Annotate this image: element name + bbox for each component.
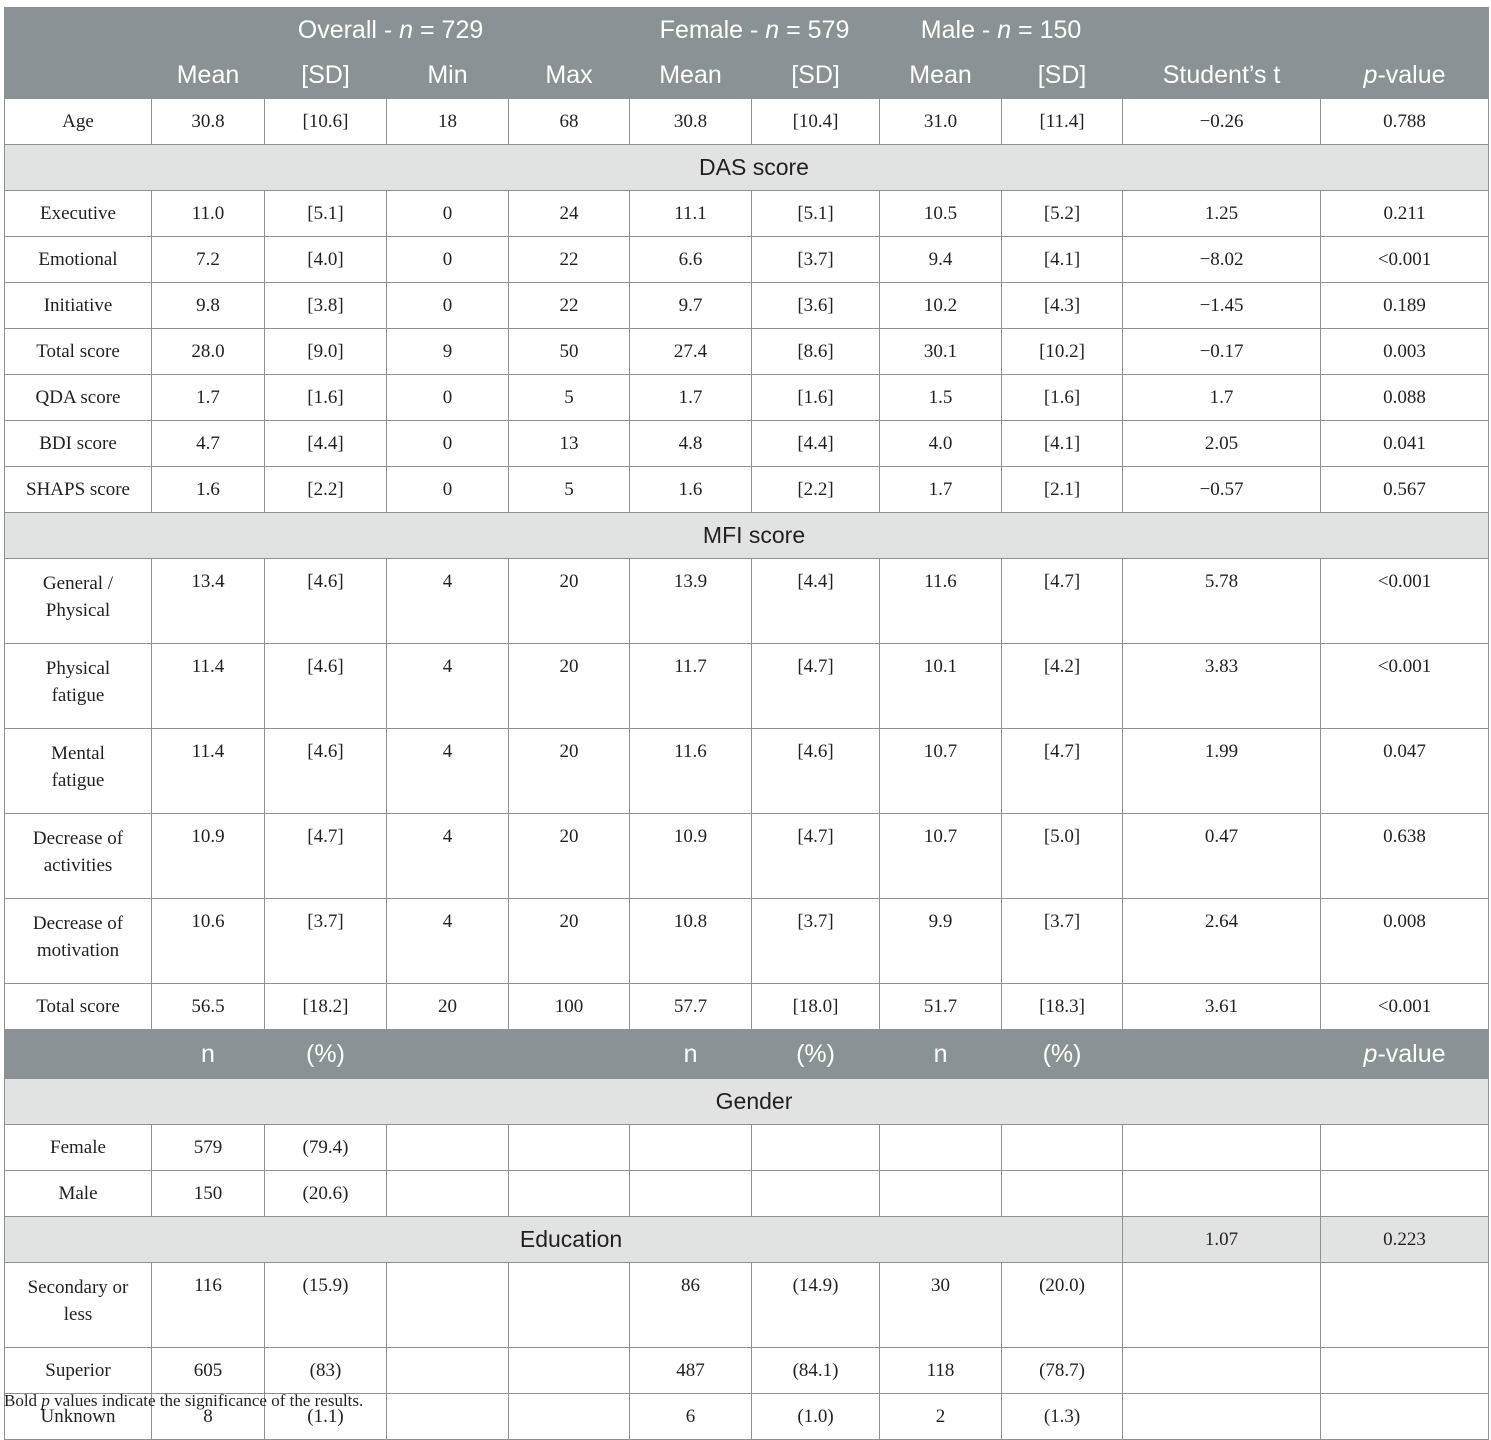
cell: (15.9) xyxy=(265,1263,387,1348)
cell: 0 xyxy=(387,237,509,283)
cell xyxy=(1002,1171,1123,1217)
cell: 118 xyxy=(880,1348,1002,1394)
cell xyxy=(509,1263,630,1348)
section-label: MFI score xyxy=(5,513,1489,559)
header-overall-min: Min xyxy=(387,53,509,99)
cell: [4.6] xyxy=(265,559,387,644)
row-label: QDA score xyxy=(5,375,152,421)
cell-t: −8.02 xyxy=(1123,237,1321,283)
cell: (1.1) xyxy=(265,1394,387,1440)
cell: [4.7] xyxy=(1002,729,1123,814)
cell xyxy=(1002,1125,1123,1171)
section-label: Education xyxy=(5,1217,1123,1263)
cell: 10.2 xyxy=(880,283,1002,329)
cell-t: 3.83 xyxy=(1123,644,1321,729)
cell: 0 xyxy=(387,375,509,421)
header-male-group xyxy=(880,8,1123,53)
cell-t: −0.57 xyxy=(1123,467,1321,513)
cell xyxy=(1321,1394,1489,1440)
header-empty-cell xyxy=(5,1030,152,1079)
cell-p: 0.211 xyxy=(1321,191,1489,237)
cell-t: −0.17 xyxy=(1123,329,1321,375)
table-row xyxy=(5,329,1489,375)
header-overall-n: n xyxy=(399,15,414,44)
cell-t: 1.25 xyxy=(1123,191,1321,237)
cell: 0 xyxy=(387,467,509,513)
cell xyxy=(387,1263,509,1348)
cell xyxy=(509,1125,630,1171)
row-label xyxy=(5,814,152,899)
header-overall-sd: [SD] xyxy=(265,53,387,99)
header-overall-mean: Mean xyxy=(152,53,265,99)
cell xyxy=(1321,1125,1489,1171)
cell: 11.6 xyxy=(880,559,1002,644)
row-label xyxy=(5,729,152,814)
cell: 4.7 xyxy=(152,421,265,467)
row-label-line1: Physical xyxy=(45,658,111,679)
row-label xyxy=(5,559,152,644)
cell: 11.4 xyxy=(152,644,265,729)
row-label-line1: General / xyxy=(42,573,114,594)
table-row-age xyxy=(5,99,1489,145)
table-row xyxy=(5,1263,1489,1348)
cell: 150 xyxy=(152,1171,265,1217)
cell: 116 xyxy=(152,1263,265,1348)
cell: [5.2] xyxy=(1002,191,1123,237)
cell: 31.0 xyxy=(880,99,1002,145)
footnote-suffix: values indicate the significance of the results. xyxy=(49,1391,364,1410)
cell: (20.0) xyxy=(1002,1263,1123,1348)
row-label xyxy=(5,644,152,729)
header-female-pct: (%) xyxy=(752,1030,880,1079)
cell: [3.7] xyxy=(752,899,880,984)
cell: [10.4] xyxy=(752,99,880,145)
cell xyxy=(509,1171,630,1217)
cell xyxy=(630,1171,752,1217)
header-pvalue xyxy=(1321,8,1489,99)
row-label: Female xyxy=(5,1125,152,1171)
cell: [11.4] xyxy=(1002,99,1123,145)
results-table-container xyxy=(4,7,1488,1440)
row-label-line1: Secondary or xyxy=(27,1277,129,1298)
cell: [4.0] xyxy=(265,237,387,283)
header-male-pct: (%) xyxy=(1002,1030,1123,1079)
cell: 0 xyxy=(387,421,509,467)
cell-p: 0.567 xyxy=(1321,467,1489,513)
table-row xyxy=(5,283,1489,329)
table-footnote xyxy=(4,1391,363,1411)
cell: 6.6 xyxy=(630,237,752,283)
cell: 10.8 xyxy=(630,899,752,984)
table-row xyxy=(5,1171,1489,1217)
section-label: Gender xyxy=(5,1079,1489,1125)
header-count-pvalue-suffix: -value xyxy=(1377,1039,1446,1068)
cell: 56.5 xyxy=(152,984,265,1030)
header-students-t: Student’s t xyxy=(1123,8,1321,99)
cell xyxy=(752,1125,880,1171)
header-row-groups xyxy=(5,8,1489,53)
cell: 18 xyxy=(387,99,509,145)
header-male-n-count: n xyxy=(880,1030,1002,1079)
section-row-education xyxy=(5,1217,1489,1263)
cell: 11.0 xyxy=(152,191,265,237)
table-row xyxy=(5,421,1489,467)
header-overall-text: Overall - xyxy=(297,15,400,44)
cell-p-significant: 0.003 xyxy=(1321,329,1489,375)
cell: 579 xyxy=(152,1125,265,1171)
cell: 10.9 xyxy=(630,814,752,899)
section-label: DAS score xyxy=(5,145,1489,191)
section-row-das xyxy=(5,145,1489,191)
row-label xyxy=(5,1263,152,1348)
table-row xyxy=(5,899,1489,984)
cell: 20 xyxy=(509,729,630,814)
table-row xyxy=(5,1348,1489,1394)
cell xyxy=(752,1171,880,1217)
header-overall-n-count: n xyxy=(152,1030,265,1079)
cell: 13.9 xyxy=(630,559,752,644)
cell-t: 3.61 xyxy=(1123,984,1321,1030)
cell-p-significant: 0.008 xyxy=(1321,899,1489,984)
cell-t: 0.47 xyxy=(1123,814,1321,899)
cell: [4.4] xyxy=(752,559,880,644)
row-label: Superior xyxy=(5,1348,152,1394)
cell-t: 5.78 xyxy=(1123,559,1321,644)
cell: [3.6] xyxy=(752,283,880,329)
row-label-line2: less xyxy=(63,1304,93,1325)
cell: (83) xyxy=(265,1348,387,1394)
education-t-value: 1.07 xyxy=(1123,1217,1321,1263)
row-label-line2: fatigue xyxy=(51,770,105,791)
cell: 0 xyxy=(387,191,509,237)
header-female-eq: = 579 xyxy=(779,15,850,44)
table-row xyxy=(5,375,1489,421)
cell: [2.2] xyxy=(265,467,387,513)
cell: 10.7 xyxy=(880,814,1002,899)
table-row xyxy=(5,191,1489,237)
cell: 4.8 xyxy=(630,421,752,467)
row-label: Male xyxy=(5,1171,152,1217)
footnote-p-letter: p xyxy=(41,1391,50,1410)
cell: 9.7 xyxy=(630,283,752,329)
cell xyxy=(387,1171,509,1217)
cell xyxy=(509,1348,630,1394)
cell xyxy=(1123,1263,1321,1348)
cell: 0 xyxy=(387,283,509,329)
cell: [1.6] xyxy=(265,375,387,421)
cell: [10.2] xyxy=(1002,329,1123,375)
cell: [4.6] xyxy=(265,644,387,729)
cell: [3.7] xyxy=(752,237,880,283)
cell-p: 0.189 xyxy=(1321,283,1489,329)
cell: [2.1] xyxy=(1002,467,1123,513)
cell-t: 2.64 xyxy=(1123,899,1321,984)
cell: [3.7] xyxy=(265,899,387,984)
header-empty-cell xyxy=(387,1030,509,1079)
cell: (14.9) xyxy=(752,1263,880,1348)
table-row-mfi-total xyxy=(5,984,1489,1030)
cell-p-significant: 0.047 xyxy=(1321,729,1489,814)
header-corner-cell xyxy=(5,8,152,99)
cell xyxy=(1321,1263,1489,1348)
cell: 30.8 xyxy=(152,99,265,145)
cell: [1.6] xyxy=(1002,375,1123,421)
cell: [10.6] xyxy=(265,99,387,145)
row-label: Total score xyxy=(5,329,152,375)
cell: 1.5 xyxy=(880,375,1002,421)
cell: 11.1 xyxy=(630,191,752,237)
row-label: Initiative xyxy=(5,283,152,329)
header-female-mean: Mean xyxy=(630,53,752,99)
table-row xyxy=(5,814,1489,899)
row-label: SHAPS score xyxy=(5,467,152,513)
cell: 8 xyxy=(152,1394,265,1440)
cell: [4.4] xyxy=(752,421,880,467)
cell: 605 xyxy=(152,1348,265,1394)
cell: [4.7] xyxy=(752,644,880,729)
cell: 11.6 xyxy=(630,729,752,814)
cell xyxy=(387,1348,509,1394)
cell: 30 xyxy=(880,1263,1002,1348)
cell xyxy=(387,1394,509,1440)
cell: 20 xyxy=(387,984,509,1030)
cell-t: 1.99 xyxy=(1123,729,1321,814)
cell xyxy=(630,1125,752,1171)
cell: 100 xyxy=(509,984,630,1030)
cell: [4.6] xyxy=(752,729,880,814)
cell: 11.4 xyxy=(152,729,265,814)
header-male-text: Male - xyxy=(920,15,998,44)
header-p-letter: p xyxy=(1363,60,1378,89)
cell: 86 xyxy=(630,1263,752,1348)
section-row-mfi xyxy=(5,513,1489,559)
cell: 7.2 xyxy=(152,237,265,283)
cell-p: 0.788 xyxy=(1321,99,1489,145)
header-male-n: n xyxy=(997,15,1012,44)
cell: 68 xyxy=(509,99,630,145)
cell-p: 0.088 xyxy=(1321,375,1489,421)
cell xyxy=(1321,1171,1489,1217)
row-label-line2: activities xyxy=(43,855,113,876)
cell: 27.4 xyxy=(630,329,752,375)
cell: 4 xyxy=(387,559,509,644)
row-label: BDI score xyxy=(5,421,152,467)
header-male-sd: [SD] xyxy=(1002,53,1123,99)
cell-p-significant: <0.001 xyxy=(1321,644,1489,729)
cell: 10.6 xyxy=(152,899,265,984)
header-count-p-letter: p xyxy=(1363,1039,1378,1068)
education-p-value: 0.223 xyxy=(1321,1217,1489,1263)
cell: [18.3] xyxy=(1002,984,1123,1030)
row-label-line1: Decrease of xyxy=(32,913,124,934)
cell: [3.8] xyxy=(265,283,387,329)
cell-t: −0.26 xyxy=(1123,99,1321,145)
cell: 30.8 xyxy=(630,99,752,145)
cell: 6 xyxy=(630,1394,752,1440)
cell xyxy=(1123,1394,1321,1440)
cell: 4 xyxy=(387,729,509,814)
cell: 4 xyxy=(387,814,509,899)
cell: 1.6 xyxy=(630,467,752,513)
row-label xyxy=(5,899,152,984)
cell: 20 xyxy=(509,644,630,729)
cell: [4.7] xyxy=(1002,559,1123,644)
cell: 1.7 xyxy=(630,375,752,421)
cell: (84.1) xyxy=(752,1348,880,1394)
cell: [4.1] xyxy=(1002,237,1123,283)
cell: 9.9 xyxy=(880,899,1002,984)
footnote-prefix: Bold xyxy=(4,1391,42,1410)
row-label: Unknown xyxy=(5,1394,152,1440)
cell-p-significant: <0.001 xyxy=(1321,237,1489,283)
cell: 9.4 xyxy=(880,237,1002,283)
cell: (78.7) xyxy=(1002,1348,1123,1394)
cell: 1.6 xyxy=(152,467,265,513)
cell: [18.0] xyxy=(752,984,880,1030)
cell: 24 xyxy=(509,191,630,237)
header-overall-pct: (%) xyxy=(265,1030,387,1079)
header-male-mean: Mean xyxy=(880,53,1002,99)
row-label-line1: Mental xyxy=(51,743,105,764)
header-empty-cell xyxy=(509,1030,630,1079)
cell: 20 xyxy=(509,814,630,899)
header-pvalue-suffix: -value xyxy=(1377,60,1446,89)
cell: 20 xyxy=(509,899,630,984)
cell: 1.7 xyxy=(880,467,1002,513)
cell: [1.6] xyxy=(752,375,880,421)
cell: 20 xyxy=(509,559,630,644)
descriptive-statistics-table xyxy=(4,7,1489,1440)
header-row-counts xyxy=(5,1030,1489,1079)
header-empty-cell xyxy=(1123,1030,1321,1079)
cell: [9.0] xyxy=(265,329,387,375)
cell: 28.0 xyxy=(152,329,265,375)
section-row-gender xyxy=(5,1079,1489,1125)
table-row xyxy=(5,237,1489,283)
cell: 13 xyxy=(509,421,630,467)
cell: 10.5 xyxy=(880,191,1002,237)
header-female-n-count: n xyxy=(630,1030,752,1079)
cell: 10.1 xyxy=(880,644,1002,729)
cell xyxy=(1123,1125,1321,1171)
cell xyxy=(509,1394,630,1440)
row-label-line2: fatigue xyxy=(51,685,105,706)
cell: [4.6] xyxy=(265,729,387,814)
cell: (79.4) xyxy=(265,1125,387,1171)
cell: 22 xyxy=(509,237,630,283)
cell xyxy=(387,1125,509,1171)
cell: 51.7 xyxy=(880,984,1002,1030)
header-female-group xyxy=(630,8,880,53)
cell: 4.0 xyxy=(880,421,1002,467)
cell xyxy=(1123,1171,1321,1217)
header-overall-group xyxy=(152,8,630,53)
cell: [4.3] xyxy=(1002,283,1123,329)
header-female-n: n xyxy=(765,15,780,44)
cell: (1.0) xyxy=(752,1394,880,1440)
header-female-text: Female - xyxy=(659,15,766,44)
row-label-line2: Physical xyxy=(45,600,111,621)
cell: 9.8 xyxy=(152,283,265,329)
cell xyxy=(1123,1348,1321,1394)
cell: [4.2] xyxy=(1002,644,1123,729)
cell: [3.7] xyxy=(1002,899,1123,984)
cell: 1.7 xyxy=(152,375,265,421)
cell xyxy=(1321,1348,1489,1394)
cell: 11.7 xyxy=(630,644,752,729)
cell-p-significant: <0.001 xyxy=(1321,559,1489,644)
row-label-line1: Decrease of xyxy=(32,828,124,849)
header-count-pvalue xyxy=(1321,1030,1489,1079)
header-male-eq: = 150 xyxy=(1011,15,1082,44)
header-female-sd: [SD] xyxy=(752,53,880,99)
row-label: Age xyxy=(5,99,152,145)
table-row xyxy=(5,729,1489,814)
cell xyxy=(880,1171,1002,1217)
cell: [18.2] xyxy=(265,984,387,1030)
header-overall-eq: = 729 xyxy=(413,15,484,44)
table-row xyxy=(5,1125,1489,1171)
cell: 57.7 xyxy=(630,984,752,1030)
cell: 2 xyxy=(880,1394,1002,1440)
table-row xyxy=(5,644,1489,729)
cell: [4.1] xyxy=(1002,421,1123,467)
cell: 4 xyxy=(387,644,509,729)
cell: 4 xyxy=(387,899,509,984)
cell-p: 0.638 xyxy=(1321,814,1489,899)
cell-t: −1.45 xyxy=(1123,283,1321,329)
row-label-line2: motivation xyxy=(36,940,120,961)
cell: [4.7] xyxy=(265,814,387,899)
row-label: Total score xyxy=(5,984,152,1030)
cell: [5.0] xyxy=(1002,814,1123,899)
cell: [4.7] xyxy=(752,814,880,899)
cell: 13.4 xyxy=(152,559,265,644)
cell xyxy=(880,1125,1002,1171)
cell-p-significant: 0.041 xyxy=(1321,421,1489,467)
cell: 10.9 xyxy=(152,814,265,899)
cell: [4.4] xyxy=(265,421,387,467)
row-label: Emotional xyxy=(5,237,152,283)
cell: [8.6] xyxy=(752,329,880,375)
cell-t: 1.7 xyxy=(1123,375,1321,421)
table-row xyxy=(5,559,1489,644)
cell: 22 xyxy=(509,283,630,329)
cell: 10.7 xyxy=(880,729,1002,814)
cell: 50 xyxy=(509,329,630,375)
cell: 487 xyxy=(630,1348,752,1394)
cell: [5.1] xyxy=(265,191,387,237)
cell: (20.6) xyxy=(265,1171,387,1217)
cell: 5 xyxy=(509,375,630,421)
header-overall-max: Max xyxy=(509,53,630,99)
cell: (1.3) xyxy=(1002,1394,1123,1440)
table-row xyxy=(5,467,1489,513)
cell: [2.2] xyxy=(752,467,880,513)
cell: 30.1 xyxy=(880,329,1002,375)
cell-p-significant: <0.001 xyxy=(1321,984,1489,1030)
cell: 5 xyxy=(509,467,630,513)
row-label: Executive xyxy=(5,191,152,237)
cell: [5.1] xyxy=(752,191,880,237)
cell-t: 2.05 xyxy=(1123,421,1321,467)
cell: 9 xyxy=(387,329,509,375)
